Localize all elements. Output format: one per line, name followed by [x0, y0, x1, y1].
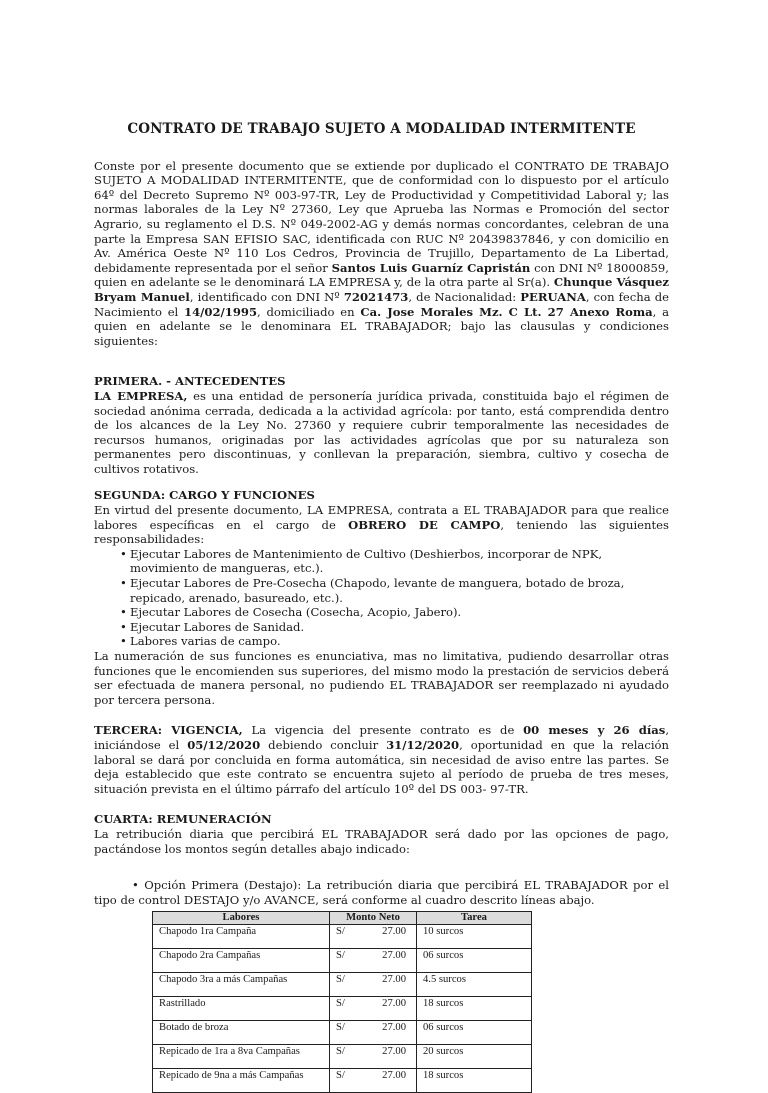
cell-task: 18 surcos [417, 997, 532, 1021]
intro-text-1: Conste por el presente documento que se extiende por duplicado el CONTRATO DE TRABAJO SUJETO A MODALIDAD INTERMITENTE, que de conformidad con lo dispuesto por el artículo 64º del Decreto Supremo Nº 003-97-TR, Ley de Productividad y Competitividad Laboral y; las normas laborales de la Ley Nº 27360, Ley que Aprueba las Normas e Promoción del sector Agrario, su reglamento el D.S. Nº 049-2002-AG y demás normas concordantes, celebran de una parte la Empresa SAN EFISIO SAC, identificada con RUC Nº 20439837846, y con domicilio en Av. América Oeste Nº 110 Los Cedros, Provincia de Trujillo, Departamento de La Libertad, debidamente representada por el señor [94, 158, 669, 275]
cell-amount [330, 925, 417, 949]
amount-value: 27.00 [382, 950, 406, 962]
section-segunda-heading: SEGUNDA: CARGO Y FUNCIONES [94, 488, 315, 503]
contract-duration: 00 meses y 26 días [523, 723, 666, 738]
table-row [153, 1069, 532, 1093]
currency-symbol: S/ [336, 950, 345, 962]
intro-text-3: , identificado con DNI Nº [189, 289, 344, 304]
company-label: LA EMPRESA, [94, 388, 188, 403]
amount-value: 27.00 [382, 1070, 406, 1082]
section-primera-text [94, 389, 669, 477]
intro-paragraph [94, 159, 669, 349]
tercera-text-3: debiendo concluir [260, 737, 387, 752]
amount-value: 27.00 [382, 974, 406, 986]
cell-task: 20 surcos [417, 1045, 532, 1069]
table-row [153, 973, 532, 997]
currency-symbol: S/ [336, 974, 345, 986]
intro-text-2: con DNI Nº 18000859, quien en adelante se le denominará LA EMPRESA y, de la otra parte al Sr(a). [94, 260, 669, 290]
primera-body: es una entidad de personería jurídica privada, constituida bajo el régimen de sociedad anónima cerrada, dedicada a la actividad agrícola: por tanto, está comprendida dentro de los alcances de la Ley No. 27360 y requiere cubrir temporalmente las necesidades de recursos humanos, originadas por las actividades agrícolas que por su naturaleza son permanentes pero discontinuas, y conllevan la preparación, siembra, cultivo y cosecha de cultivos rotativos. [94, 388, 669, 476]
currency-symbol: S/ [336, 1070, 345, 1082]
worker-nationality: PERUANA [520, 289, 586, 304]
cell-task: 18 surcos [417, 1069, 532, 1093]
cell-amount [330, 1045, 417, 1069]
table-row [153, 997, 532, 1021]
cell-labor: Chapodo 2ra Campañas [153, 949, 330, 973]
segunda-closing: La numeración de sus funciones es enunciativa, mas no limitativa, pudiendo desarrollar otras funciones que le encomienden sus superiores, del mismo modo la prestación de servicios deberá ser efectuada de manera personal, no pudiendo EL TRABAJADOR ser reemplazado ni ayudado por tercera persona. [94, 649, 669, 707]
cell-labor: Chapodo 3ra a más Campañas [153, 973, 330, 997]
cell-labor: Botado de broza [153, 1021, 330, 1045]
payment-table [152, 911, 532, 1093]
section-cuarta-text: La retribución diaria que percibirá EL TRABAJADOR será dado por las opciones de pago, pactándose los montos según detalles abajo indicado: [94, 826, 669, 856]
cell-amount [330, 949, 417, 973]
currency-symbol: S/ [336, 1022, 345, 1034]
column-header-tarea: Tarea [417, 912, 532, 925]
worker-dni: 72021473 [343, 289, 409, 304]
amount-value: 27.00 [382, 998, 406, 1010]
intro-text-6: , domiciliado en [257, 304, 361, 319]
cell-task: 06 surcos [417, 949, 532, 973]
list-item: • Ejecutar Labores de Cosecha (Cosecha, Acopio, Jabero). [120, 605, 669, 620]
cell-amount [330, 973, 417, 997]
intro-text-4: , de Nacionalidad: [408, 289, 521, 304]
section-tercera-heading: TERCERA: VIGENCIA, [94, 723, 243, 738]
amount-value: 27.00 [382, 1022, 406, 1034]
worker-address: Ca. Jose Morales Mz. C Lt. 27 Anexo Roma [360, 304, 653, 319]
segunda-text-2: , teniendo las siguientes responsabilidades: [94, 517, 669, 547]
currency-symbol: S/ [336, 926, 345, 938]
cell-amount [330, 1069, 417, 1093]
column-header-monto: Monto Neto [330, 912, 417, 925]
currency-symbol: S/ [336, 998, 345, 1010]
job-position: OBRERO DE CAMPO [348, 517, 501, 532]
cell-task: 10 surcos [417, 925, 532, 949]
table-row [153, 949, 532, 973]
currency-symbol: S/ [336, 1046, 345, 1058]
responsibilities-list [94, 547, 669, 649]
worker-name: Chunque Vásquez Bryam Manuel [94, 275, 669, 304]
cell-task: 4.5 surcos [417, 973, 532, 997]
cell-task: 06 surcos [417, 1021, 532, 1045]
cell-amount [330, 997, 417, 1021]
amount-value: 27.00 [382, 1046, 406, 1058]
section-segunda-text [94, 503, 669, 547]
cell-labor: Chapodo 1ra Campaña [153, 925, 330, 949]
table-row [153, 925, 532, 949]
tercera-text-4: , oportunidad en que la relación laboral se dará por concluida en forma automática, sin necesidad de aviso entre las partes. Se deja establecido que este contrato se encuentra sujeto al período de prueba de tres meses, situación prevista en el último párrafo del artículo 10º del DS 003- 97-TR. [94, 737, 669, 796]
cell-labor: Repicado de 1ra a 8va Campañas [153, 1045, 330, 1069]
list-item: • Ejecutar Labores de Pre-Cosecha (Chapodo, levante de manguera, botado de broza, repicado, arenado, basureado, etc.). [120, 576, 669, 605]
segunda-text-1: En virtud del presente documento, LA EMPRESA, contrata a EL TRABAJADOR para que realice labores específicas en el cargo de [94, 503, 669, 532]
tercera-text-1: La vigencia del presente contrato es de [242, 723, 524, 738]
list-item: • Ejecutar Labores de Mantenimiento de Cultivo (Deshierbos, incorporar de NPK, movimiento de mangueras, etc.). [120, 547, 669, 576]
cell-amount [330, 1021, 417, 1045]
table-row [153, 1021, 532, 1045]
section-tercera [94, 723, 669, 796]
tercera-text-2: , iniciándose el [94, 723, 669, 752]
list-item: • Ejecutar Labores de Sanidad. [120, 620, 669, 635]
start-date: 05/12/2020 [187, 737, 261, 752]
section-cuarta-heading: CUARTA: REMUNERACIÓN [94, 812, 272, 827]
contract-page [94, 122, 669, 1093]
amount-value: 27.00 [382, 926, 406, 938]
list-item: • Labores varias de campo. [120, 634, 669, 649]
intro-text-5: , con fecha de Nacimiento el [94, 289, 669, 319]
worker-birth-date: 14/02/1995 [184, 304, 258, 319]
cell-labor: Repicado de 9na a más Campañas [153, 1069, 330, 1093]
representative-name: Santos Luis Guarníz Capristán [331, 260, 531, 275]
cell-labor: Rastrillado [153, 997, 330, 1021]
column-header-labores: Labores [153, 912, 330, 925]
document-title: CONTRATO DE TRABAJO SUJETO A MODALIDAD INTERMITENTE [127, 121, 636, 137]
section-primera-heading: PRIMERA. - ANTECEDENTES [94, 374, 286, 389]
table-row [153, 1045, 532, 1069]
payment-option-text: • Opción Primera (Destajo): La retribución diaria que percibirá EL TRABAJADOR por el tipo de control DESTAJO y/o AVANCE, será conforme al cuadro descrito líneas abajo. [94, 878, 669, 907]
intro-text-7: , a quien en adelante se le denominara EL TRABAJADOR; bajo las clausulas y condiciones siguientes: [94, 304, 669, 348]
end-date: 31/12/2020 [386, 737, 460, 752]
table-header-row [153, 912, 532, 925]
